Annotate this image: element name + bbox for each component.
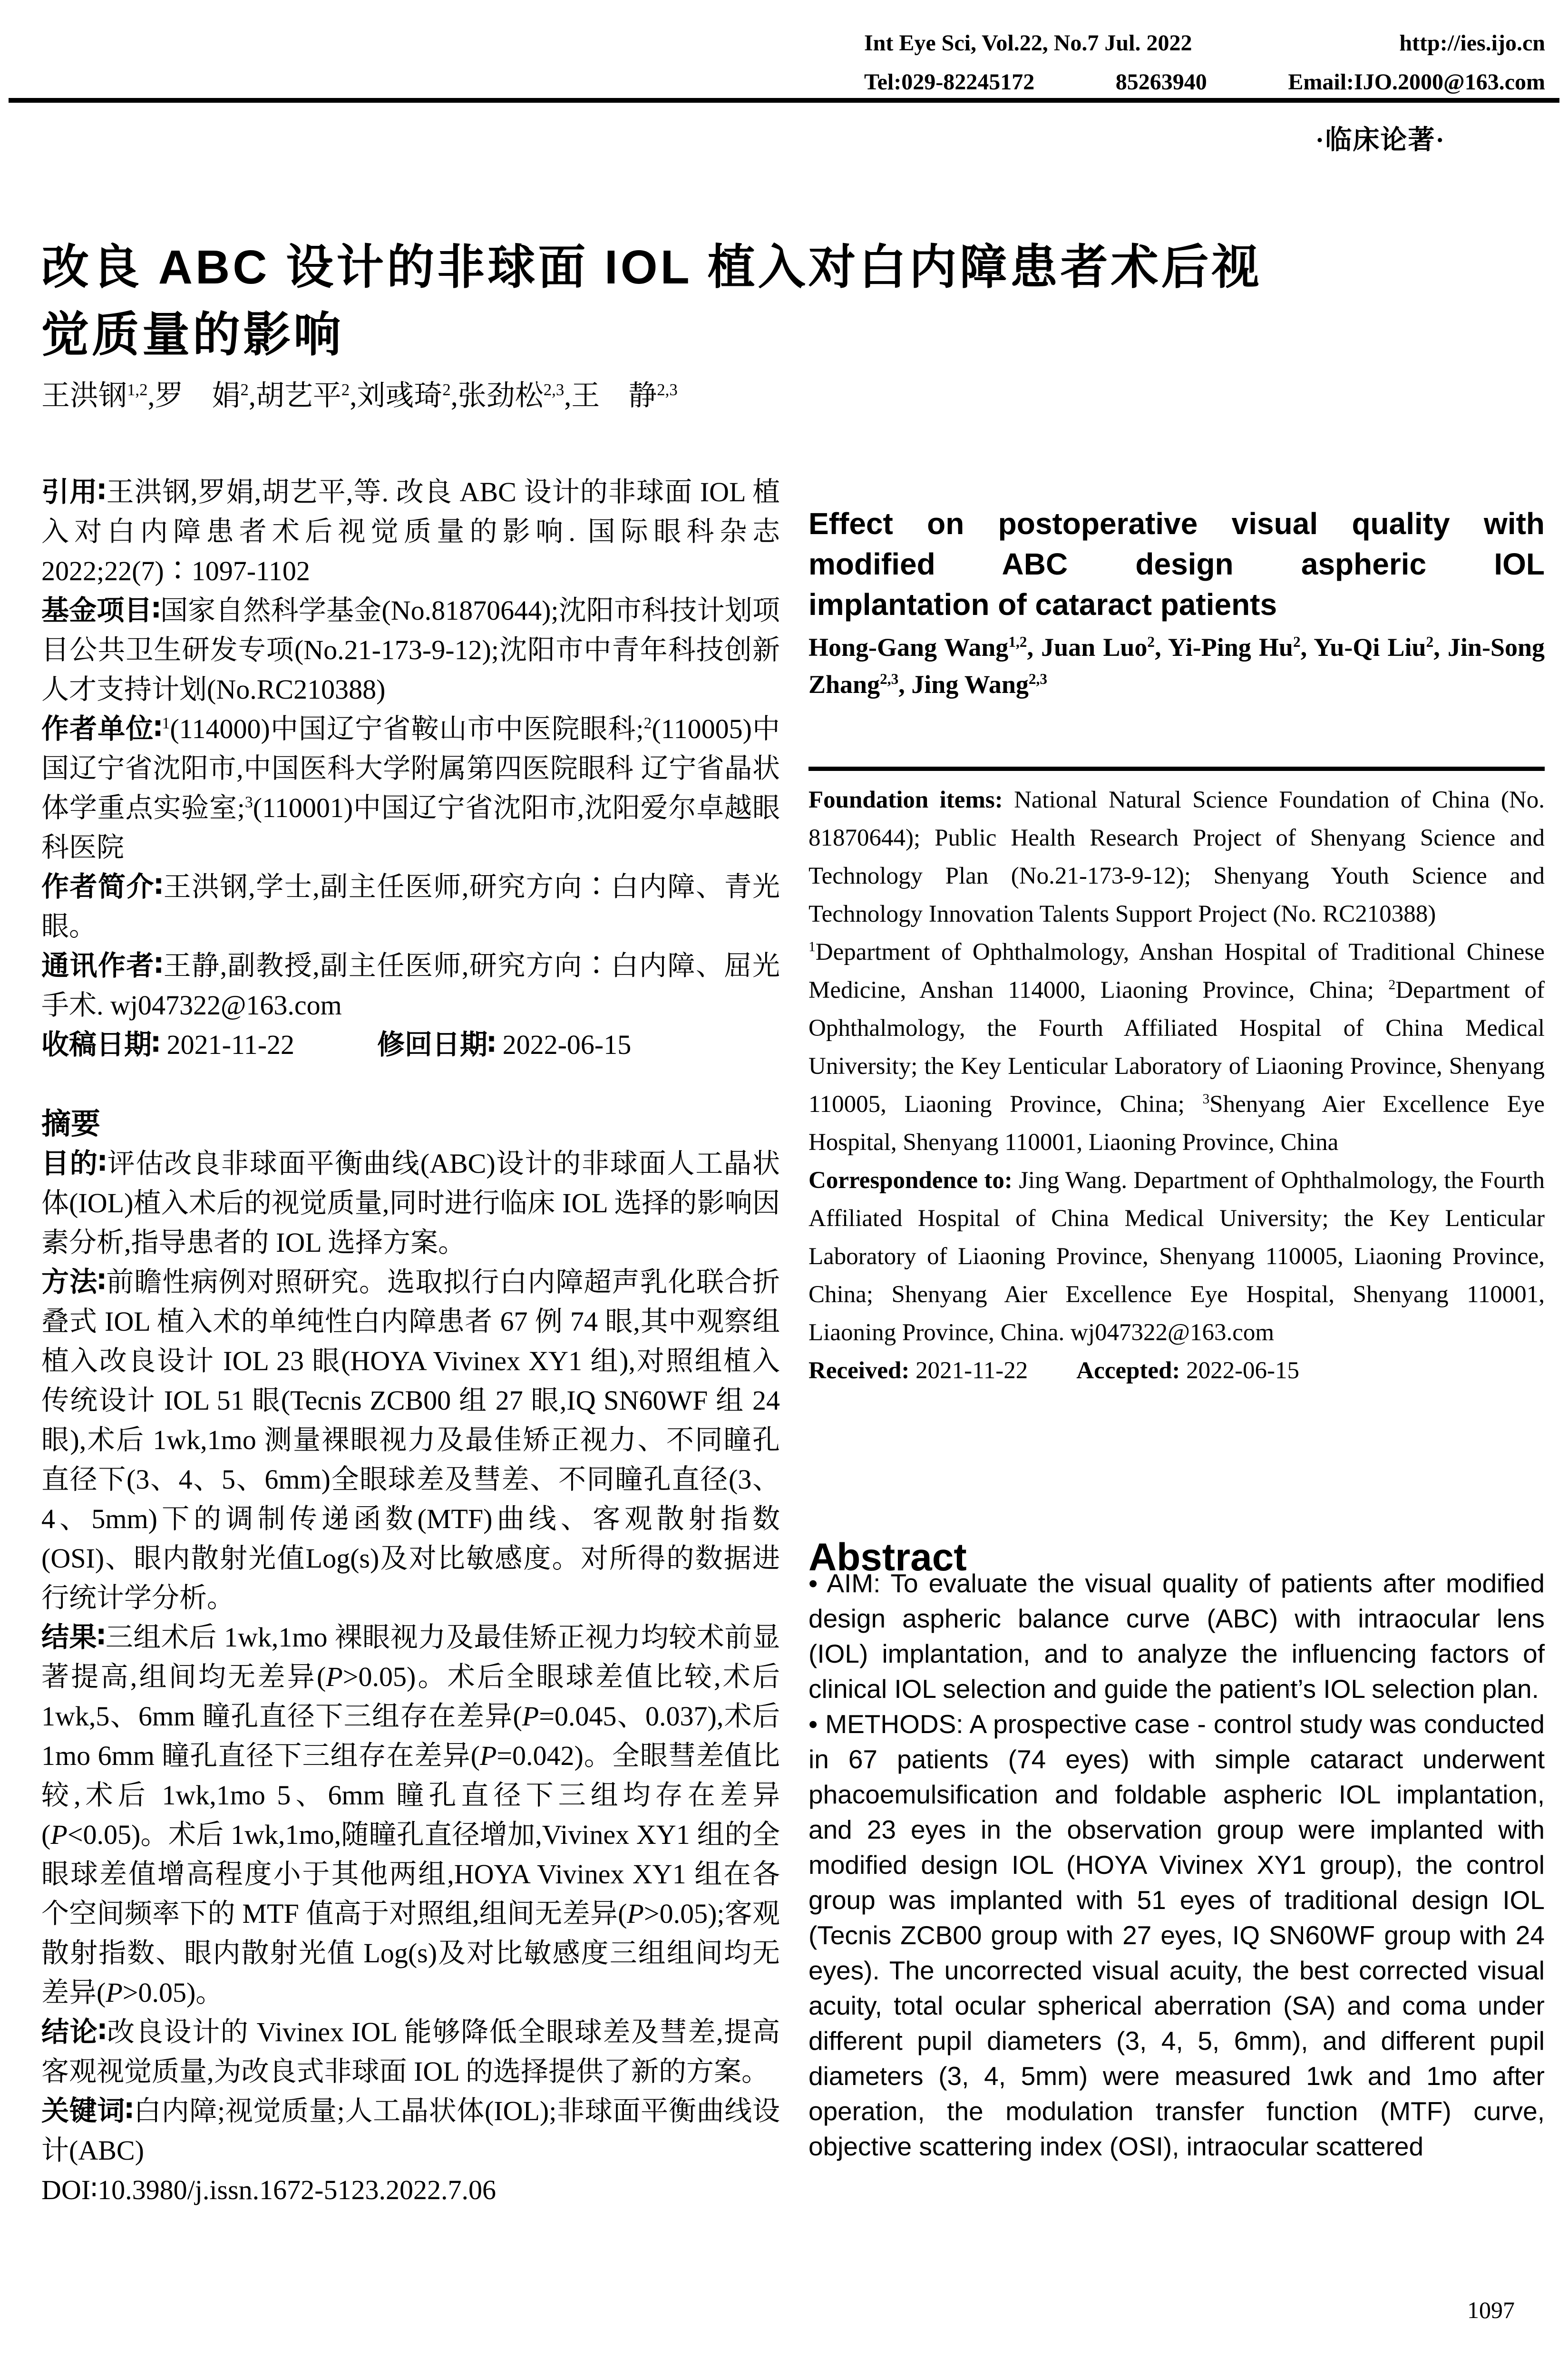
dates-paragraph-cn: 收稿日期∶ 2021-11-22 修回日期∶ 2022-06-15: [41, 1029, 632, 1060]
article-type-label: ·临床论著·: [1315, 126, 1445, 155]
correspondence-paragraph-en: Correspondence to: Jing Wang. Department of Ophthalmology, the Fourth Affiliated Hospital of China Medical University; the Key Lenticular Laboratory of Liaoning Province, Shenyang 110005, Liaoning Province, China; Shenyang Aier Excellence Eye Hospital, Shenyang 110001, Liaoning Province, China. wj047322@163.com: [808, 1167, 1545, 1346]
aim-paragraph-cn: 目的∶评估改良非球面平衡曲线(ABC)设计的非球面人工晶状体(IOL)植入术后的视觉质量,同时进行临床 IOL 选择的影响因素分析,指导患者的 IOL 选择方案。: [41, 1148, 780, 1258]
journal-issue-info: Int Eye Sci, Vol.22, No.7 Jul. 2022: [864, 30, 1192, 56]
authors-en: Hong-Gang Wang$^{1,2}$, Juan Luo$^2$, Yi-Ping Hu$^2$, Yu-Qi Liu$^2$, Jin-Song Zhang$^{2,3}$, Jing Wang$^{2,3}$: [808, 633, 1545, 699]
journal-header: [864, 24, 1545, 102]
results-paragraph-cn: 结果∶三组术后 1wk,1mo 裸眼视力及最佳矫正视力均较术前显著提高,组间均无差异(P>0.05)。术后全眼球差值比较,术后 1wk,5、6mm 瞳孔直径下三组存在差异(P=0.045、0.037),术后 1mo 6mm 瞳孔直径下三组存在差异(P=0.042)。全眼彗差值比较,术后 1wk,1mo 5、6mm 瞳孔直径下三组均存在差异(P<0.05)。术后 1wk,1mo,随瞳孔直径增加,Vivinex XY1 组的全眼球差值增高程度小于其他两组,HOYA Vivinex XY1 组在各个空间频率下的 MTF 值高于对照组,组间无差异(P>0.05);客观散射指数、眼内散射光值 Log(s)及对比敏感度三组组间均无差异(P>0.05)。: [41, 1622, 780, 2008]
keywords-paragraph-cn: 关键词∶白内障;视觉质量;人工晶状体(IOL);非球面平衡曲线设计(ABC): [41, 2095, 780, 2166]
foundation-items-paragraph: Foundation items: National Natural Science Foundation of China (No. 81870644); Public Health Research Project of Shenyang Science and Technology Plan (No.21-173-9-12); Shenyang Youth Science and Technology Innovation Talents Support Project (No. RC210388): [808, 787, 1545, 927]
article-title-cn: 改良 ABC 设计的非球面 IOL 植入对白内障患者术后视 觉质量的影响: [41, 241, 1262, 361]
citation-paragraph: 引用∶王洪钢,罗娟,胡艺平,等. 改良 ABC 设计的非球面 IOL 植入对白内障患者术后视觉质量的影响. 国际眼科杂志 2022;22(7)∶1097-1102: [41, 477, 780, 586]
header-divider: [9, 98, 1559, 103]
methods-paragraph-en: • METHODS: A prospective case - control study was conducted in 67 patients (74 eyes) with simple cataract underwent phacoemulsification and foldable aspheric IOL implantation, and 23 eyes in the observation group were implanted with modified design IOL (HOYA Vivinex XY1 group), the control group was implanted with 51 eyes of traditional design IOL (Tecnis ZCB00 group with 27 eyes, IQ SN60WF group with 24 eyes). The uncorrected visual acuity, the best corrected visual acuity, total ocular spherical aberration (SA) and coma under different pupil diameters (3, 4, 5, 6mm), and different pupil diameters (3, 4, 5mm) were measured 1wk and 1mo after operation, the modulation transfer function (MTF) curve, objective scattering index (OSI), intraocular scattered: [808, 1709, 1545, 2161]
doi-line: DOI∶10.3980/j.issn.1672-5123.2022.7.06: [41, 2174, 496, 2205]
abstract-heading-cn: 摘要: [41, 1108, 101, 1140]
article-title-en: Effect on postoperative visual quality with modified ABC design aspheric IOL implantation of cataract patients: [808, 507, 1545, 622]
methods-paragraph-cn: 方法∶前瞻性病例对照研究。选取拟行白内障超声乳化联合折叠式 IOL 植入术的单纯性白内障患者 67 例 74 眼,其中观察组植入改良设计 IOL 23 眼(HOYA Vivinex XY1 组),对照组植入传统设计 IOL 51 眼(Tecnis ZCB00 组 27 眼,IQ SN60WF 组 24 眼),术后 1wk,1mo 测量裸眼视力及最佳矫正视力、不同瞳孔直径下(3、4、5、6mm)全眼球差及彗差、不同瞳孔直径(3、4、5mm)下的调制传递函数(MTF)曲线、客观散射指数(OSI)、眼内散射光值Log(s)及对比敏感度。对所得的数据进行统计学分析。: [41, 1266, 780, 1613]
journal-header-line2: [864, 63, 1545, 102]
journal-tel2: 85263940: [1115, 69, 1207, 95]
conclusion-paragraph-cn: 结论∶改良设计的 Vivinex IOL 能够降低全眼球差及彗差,提高客观视觉质量,为改良式非球面 IOL 的选择提供了新的方案。: [41, 2017, 780, 2087]
journal-website: http://ies.ijo.cn: [1399, 30, 1545, 56]
left-column: [41, 472, 780, 2210]
page-number: 1097: [1467, 2297, 1515, 2323]
funding-paragraph: 基金项目∶国家自然科学基金(No.81870644);沈阳市科技计划项目公共卫生研发专项(No.21-173-9-12);沈阳市中青年科技创新人才支持计划(No.RC210388): [41, 595, 780, 705]
author-bio-paragraph: 作者简介∶王洪钢,学士,副主任医师,研究方向∶白内障、青光眼。: [41, 871, 780, 942]
english-abstract: [808, 1566, 1545, 2164]
affiliations-paragraph-en: $^1$Department of Ophthalmology, Anshan Hospital of Traditional Chinese Medicine, Anshan 114000, Liaoning Province, China; $^2$Department of Ophthalmology, the Fourth Affiliated Hospital of China Medical University; the Key Lenticular Laboratory of Liaoning Province, Shenyang 110005, Liaoning Province, China; $^3$Shenyang Aier Excellence Eye Hospital, Shenyang 110001, Liaoning Province, China: [808, 939, 1545, 1156]
abstract-heading-en: Abstract: [808, 1536, 967, 1579]
right-column-divider: [808, 767, 1545, 771]
dates-paragraph-en: Received: 2021-11-22 Accepted: 2022-06-15: [808, 1357, 1300, 1384]
affiliations-paragraph-cn: 作者单位∶$^1$(114000)中国辽宁省鞍山市中医院眼科;$^2$(110005)中国辽宁省沈阳市,中国医科大学附属第四医院眼科 辽宁省晶状体学重点实验室;$^3$(110001)中国辽宁省沈阳市,沈阳爱尔卓越眼科医院: [41, 713, 780, 863]
journal-email: Email:IJO.2000@163.com: [1288, 69, 1545, 95]
correspondence-paragraph-cn: 通讯作者∶王静,副教授,副主任医师,研究方向∶白内障、屈光手术. wj047322@163.com: [41, 950, 780, 1021]
authors-cn: 王洪钢$^{1,2}$,罗 娟$^2$,胡艺平$^2$,刘彧琦$^2$,张劲松$^{2,3}$,王 静$^{2,3}$: [41, 380, 678, 411]
journal-tel: Tel:029-82245172: [864, 69, 1035, 95]
journal-header-line1: [864, 24, 1545, 63]
english-meta-block: [808, 781, 1545, 1390]
aim-paragraph-en: • AIM: To evaluate the visual quality of patients after modified design aspheric balance curve (ABC) with intraocular lens (IOL) implantation, and to analyze the influencing factors of clinical IOL selection and guide the patient’s IOL selection plan.: [808, 1568, 1545, 1704]
